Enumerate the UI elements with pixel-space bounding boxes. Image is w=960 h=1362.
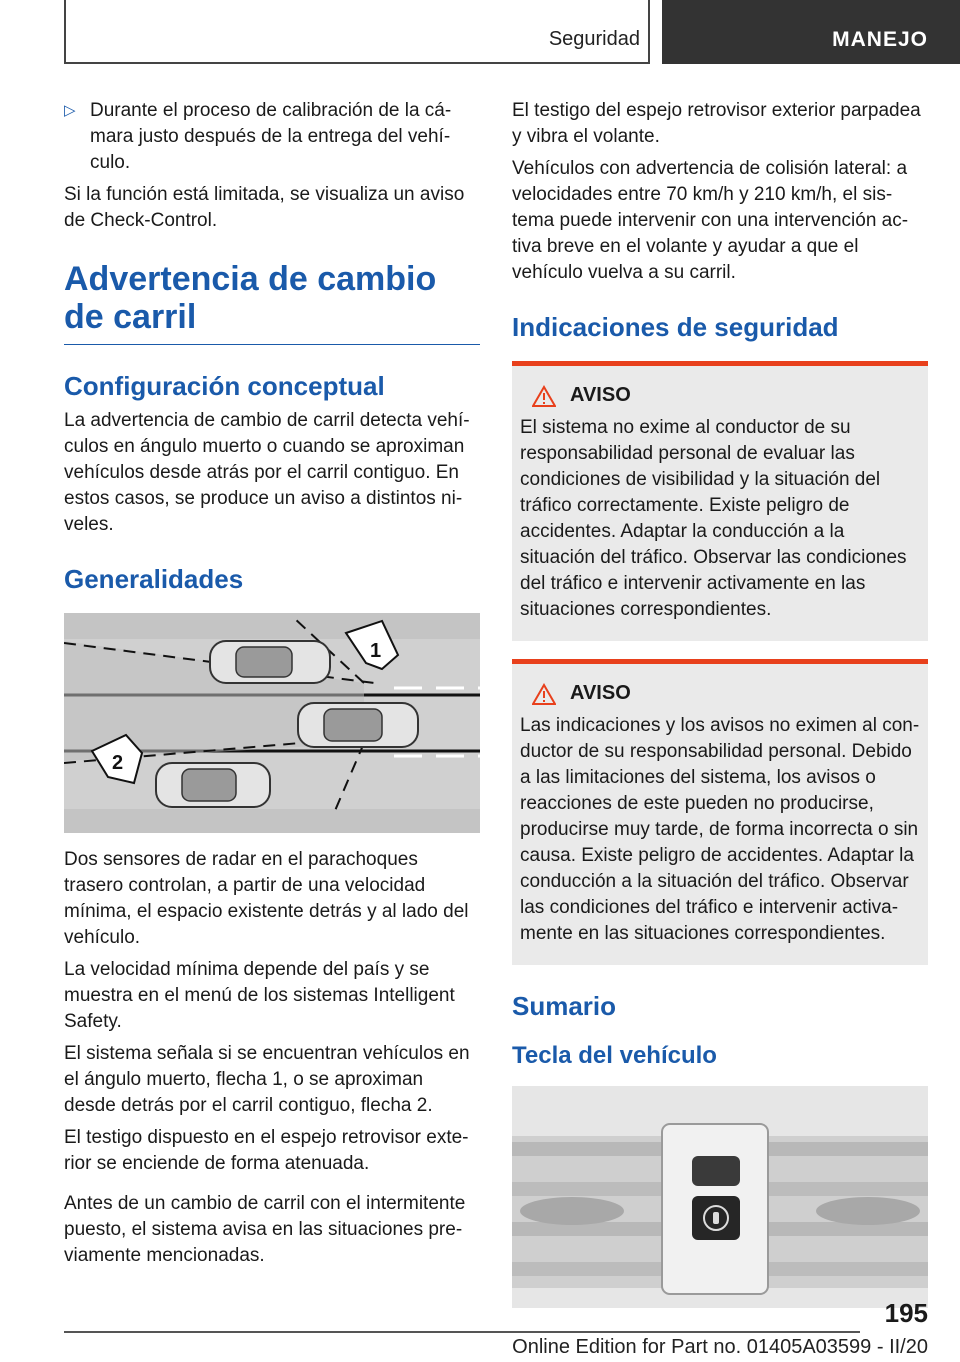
vehicle-button-heading: Tecla del vehículo (512, 1042, 717, 1069)
right-column (512, 98, 928, 1308)
min-speed-text: La velocidad mínima depende del país y se muestra en el menú de los sistemas Intelligent Safety. (64, 959, 455, 1032)
car-blind-spot (210, 641, 330, 683)
general-heading: Generalidades (64, 564, 244, 594)
edition-footer: Online Edition for Part no. 01405A03599 - II/20 (512, 1336, 928, 1358)
arrow-1-label: 1 (370, 640, 382, 662)
footer-rule (64, 1331, 860, 1333)
warning-text-2: Las indicaciones y los avisos no eximen al conductor de su responsabilidad personal. Debido a las limitaciones del sistema, los avisos o reacciones de este pueden no producirse, producirse muy tarde, de forma incorrecta o sin causa. Existe peligro de accidentes. Adaptar la conducción a la situación del tráfico. Observar las condiciones del tráfico e intervenir activamente en las situaciones correspondientes. (520, 715, 920, 944)
arrow-2-label: 2 (112, 752, 124, 774)
car-ego (298, 703, 418, 747)
signal-text: El sistema señala si se encuentran vehículos en el ángulo muerto, flecha 1, o se aproximan desde detrás por el carril contiguo, flecha 2. (64, 1043, 470, 1116)
left-column (64, 98, 480, 1275)
header-chapter-tab[interactable]: MANEJO (662, 0, 960, 64)
warning-triangle-icon (532, 385, 556, 407)
radar-text: Dos sensores de radar en el parachoques trasero controlan, a partir de una velocidad mínima, el espacio existente detrás y al lado del vehículo. (64, 849, 469, 948)
vehicle-button-photo (512, 1086, 928, 1308)
warning-text-1: El sistema no exime al conductor de su responsabilidad personal de evaluar las condiciones de visibilidad y la situación del tráfico correctamente. Existe peligro de accidentes. Adaptar la conducción a la situación del tráfico. Observar las condiciones del tráfico e intervenir activamente en las situaciones correspondientes. (520, 417, 907, 620)
turn-signal-text: Antes de un cambio de carril con el intermitente puesto, el sistema avisa en las situaciones previamente mencionadas. (64, 1193, 466, 1266)
chapter-title: Advertencia de cambio de carril (64, 260, 480, 345)
header-left-rule (64, 0, 66, 64)
safety-heading: Indicaciones de seguridad (512, 312, 839, 342)
bullet-triangle-icon: ▷ (64, 102, 76, 119)
calibration-bullet (64, 98, 480, 176)
header-right-rule (648, 0, 650, 64)
summary-heading: Sumario (512, 991, 617, 1021)
concept-text: La advertencia de cambio de carril detecta vehículos en ángulo muerto o cuando se aproximan vehículos desde atrás por el carril contiguo. En estos casos, se produce un aviso a distintos niveles. (64, 410, 470, 535)
warning-title-2 (520, 682, 920, 705)
warning-box-2 (512, 659, 928, 965)
warning-title-text-1: AVISO (570, 384, 631, 406)
warning-title-text-2: AVISO (570, 682, 631, 704)
mirror-indicator-text: El testigo dispuesto en el espejo retrovisor exterior se enciende de forma atenuada. (64, 1127, 469, 1174)
car-approaching (156, 763, 270, 807)
side-collision-text: Vehículos con advertencia de colisión lateral: a velocidades entre 70 km/h y 210 km/h, el sistema puede intervenir con una intervención activa breve en el volante y ayudar a que el vehículo vuelva a su carril. (512, 158, 909, 283)
mirror-blink-text: El testigo del espejo retrovisor exterior parpadea y vibra el volante. (512, 100, 921, 147)
page-number: 195 (884, 1298, 928, 1328)
warning-title-1 (520, 384, 920, 407)
lane-change-illustration (64, 613, 480, 833)
header-section-label: Seguridad (548, 28, 640, 50)
warning-triangle-icon (532, 683, 556, 705)
limited-function-text: Si la función está limitada, se visualiza un aviso de Check-Control. (64, 184, 465, 231)
concept-heading: Configuración conceptual (64, 371, 385, 401)
header-bottom-rule (64, 62, 650, 64)
warning-box-1 (512, 361, 928, 641)
bullet-text: Durante el proceso de calibración de la cámara justo después de la entrega del vehículo. (90, 100, 452, 173)
